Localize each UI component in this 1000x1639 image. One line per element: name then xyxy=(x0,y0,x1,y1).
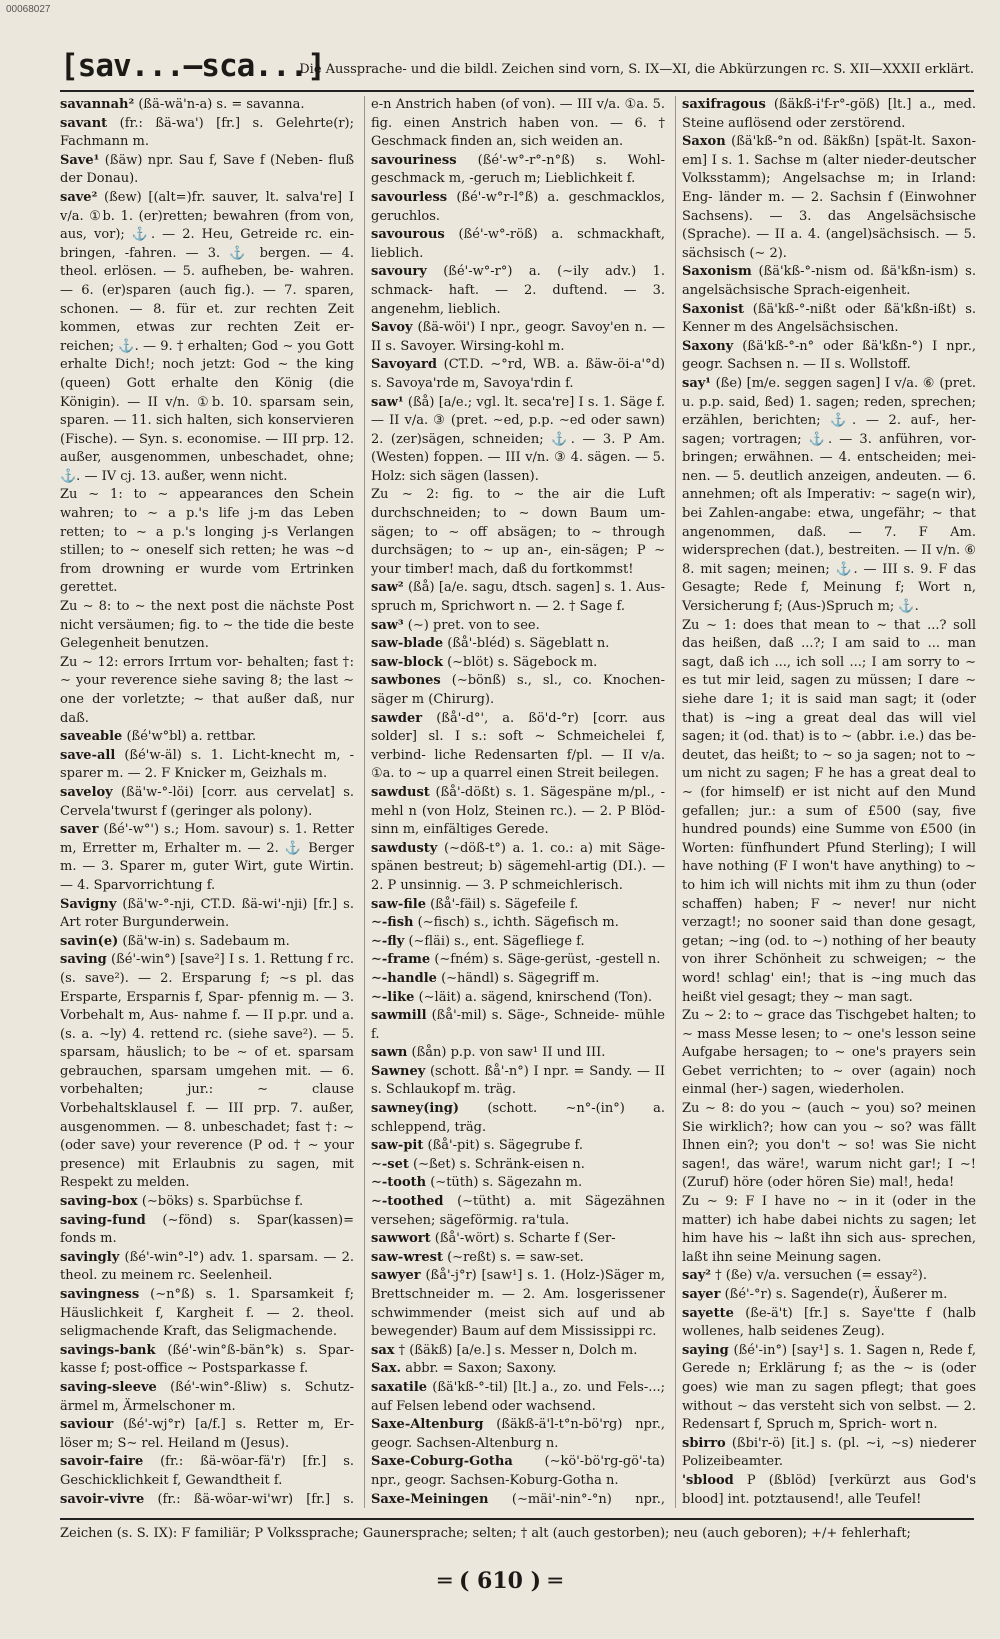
entry-text: (CT.D. ∼°rd, WB. a. ßäw-öi-a'°d) s. Savoya'rde m, Savoya'rdin f. xyxy=(371,357,665,391)
entry-text: (ßå'-mil) s. Säge-, Schneide- mühle f. xyxy=(371,1008,665,1042)
headword: Saxonism xyxy=(682,264,752,280)
dictionary-entry xyxy=(371,784,665,840)
entry-text: (ßä'kß-°-til) [lt.] a., zo. und Fels-...; auf Felsen lebend oder wachsend. xyxy=(371,1379,665,1414)
entry-text: (ßé'-wj°r) [a/f.] s. Retter m, Er- löser m; S∼ rel. Heiland m (Jesus). xyxy=(60,1417,354,1451)
dictionary-entry xyxy=(682,1193,976,1267)
dictionary-entry xyxy=(371,356,665,393)
dictionary-entry xyxy=(60,784,354,821)
dictionary-entry xyxy=(60,1342,354,1379)
dictionary-entry xyxy=(682,1007,976,1100)
headword: Saxe-Meiningen xyxy=(371,1491,489,1507)
entry-text: (ßé'w-äl) s. 1. Licht-knecht m, -sparer m. — 2. F Knicker m, Geizhals m. xyxy=(60,747,354,782)
entry-text: (schott. ∼n°-(in°) a. schleppend, träg. xyxy=(371,1101,665,1135)
dictionary-entry xyxy=(60,1491,354,1508)
dictionary-entry xyxy=(60,152,354,189)
headword: saw¹ xyxy=(371,394,404,410)
dictionary-entry xyxy=(60,1286,354,1342)
entry-text: (ßä'kß-°-n° oder ßä'kßn-°) I npr., geogr. Sachsen n. — II s. Wollstoff. xyxy=(682,338,976,373)
entry-text: (∼ßet) s. Schränk-eisen n. xyxy=(413,1156,585,1172)
headword: savant xyxy=(60,115,108,131)
entry-text: (∼reßt) s. = saw-set. xyxy=(447,1249,584,1265)
headword: sawdusty xyxy=(371,840,438,856)
dictionary-entry xyxy=(371,1249,665,1268)
entry-text: (ßä'w-in) s. Sadebaum m. xyxy=(122,933,290,949)
entry-text: † (ße) v/a. versuchen (= essay²). xyxy=(715,1268,927,1284)
entry-text: (∼fläi) s., ent. Sägefliege f. xyxy=(408,933,585,949)
entry-text: (ßä-wöi') I npr., geogr. Savoy'en n. — II s. Savoyer. Wirsing-kohl m. xyxy=(371,320,665,354)
entry-text: (ßå'-fäil) s. Sägefeile f. xyxy=(430,896,579,912)
entry-text: (ßé'-win°ß-bän°k) s. Spar- kasse f; post-office ∼ Postsparkasse f. xyxy=(60,1342,354,1377)
headword: savoury xyxy=(371,264,427,280)
headword: save-all xyxy=(60,747,116,763)
headword: Savigny xyxy=(60,896,117,912)
dictionary-entry xyxy=(371,1174,665,1193)
entry-text: (ßån) p.p. von saw¹ II und III. xyxy=(411,1045,606,1061)
dictionary-entry xyxy=(682,1100,976,1193)
headword: saxatile xyxy=(371,1379,428,1395)
dictionary-entry xyxy=(60,1212,354,1249)
headword: sawbones xyxy=(371,673,441,689)
dictionary-entry xyxy=(371,1156,665,1175)
headword: saw-wrest xyxy=(371,1249,443,1265)
dictionary-entry xyxy=(682,375,976,617)
headword: saving-box xyxy=(60,1194,138,1210)
headword: saveloy xyxy=(60,784,113,800)
footer-legend: Zeichen (s. S. IX): F familiär; P Volkssprache; Gaunersprache; selten; † alt (auch gestorben); neu (auch geboren); +/+ fehlerhaft; xyxy=(60,1518,974,1541)
dictionary-entry xyxy=(60,96,354,115)
dictionary-entry xyxy=(371,914,665,933)
headword: savourous xyxy=(371,227,445,243)
dictionary-entry xyxy=(682,1472,976,1508)
headword: saver xyxy=(60,822,99,838)
dictionary-entry xyxy=(371,840,665,896)
entry-text: (fr.: ßä-wöar-wi'wr) [fr.] s. xyxy=(157,1491,354,1507)
dictionary-entry xyxy=(60,896,354,933)
headword: Save¹ xyxy=(60,152,100,168)
dictionary-entry xyxy=(682,338,976,375)
dictionary-entry xyxy=(371,1007,665,1044)
headword: savouriness xyxy=(371,152,457,168)
entry-text: Zu ∼ 1: does that mean to ∼ that ...? soll das heißen, daß ...?; I am said to ... man sagt, daß ich ..., ich soll ...; I am sorry to ∼ es tut mir leid, sagen zu müssen; I dare ∼ siehe dare 1; it is said man sagt; it (oder that) is ∼ing a great deal das will viel sagen; it (od. that) is to ∼ (abbr. i.e.) das be- deutet, das heißt; to ∼ so ja sagen; not to ∼ um nicht zu sagen; F he has a great deal to ∼ (for himself) er ist nicht auf den Mund gefallen; jur.: a sum of £500 (say, five hundred pounds) eine Summe von £500 (in Worten: fünfhundert Pfund Sterling); I will have nothing (F I won't have anything) to ∼ to him ich will nichts mit ihm zu thun (oder schaffen) haben; F ∼ never! nur nicht verzagt!; no sooner said than done gesagt, getan; ∼ing (od. to ∼) nothing of her beauty von ihrer Schönheit zu schweigen; ∼ the word! schlag' ein!; that is ∼ing much das heißt viel gesagt; they ∼ man sagt. xyxy=(682,617,976,1005)
headword: saving-sleeve xyxy=(60,1379,157,1395)
headword: saving-fund xyxy=(60,1212,146,1228)
headword: savingness xyxy=(60,1287,140,1302)
headword: sawwort xyxy=(371,1231,431,1247)
entry-text: (∼) pret. von to see. xyxy=(407,617,540,633)
entry-text: Zu ∼ 1: to ∼ appearances den Schein wahren; to ∼ a p.'s life j-m das Leben retten; to ∼ a p.'s longing j-s Verlangen stillen; to ∼ oneself sich retten; he was ∼d from drowning er wurde vom Ertrinken gerettet. xyxy=(60,487,354,596)
dictionary-entry xyxy=(371,654,665,673)
entry-text: (ßé'-w°-röß) a. schmackhaft, lieblich. xyxy=(371,227,665,261)
headword: savin(e) xyxy=(60,933,119,949)
entry-text: (ßä'kß-°-nißt oder ßä'kßn-ißt) s. Kenner m des Angelsächsischen. xyxy=(682,301,976,336)
dictionary-entry xyxy=(371,1453,665,1490)
dictionary-entry xyxy=(371,96,665,152)
entry-text: (ßé'-w°r-l°ß) a. geschmacklos, geruchlos. xyxy=(371,189,665,224)
headword: sawder xyxy=(371,710,423,726)
entry-text: (ßé'-win°-ßliw) s. Schutz- ärmel m, Ärmelschoner m. xyxy=(60,1379,354,1414)
entry-text: (∼tüth) s. Sägezahn m. xyxy=(430,1175,583,1191)
entry-range: [sav...—sca...] xyxy=(60,48,325,84)
entry-text: (ßå'-bléd) s. Sägeblatt n. xyxy=(447,636,610,652)
headword: sayer xyxy=(682,1287,721,1302)
dictionary-entry xyxy=(371,1100,665,1137)
headword: sbirro xyxy=(682,1435,726,1451)
entry-text: (ßé'-w°-r°-n°ß) s. Wohl- geschmack m, -geruch m; Lieblichkeit f. xyxy=(371,152,665,187)
dictionary-entry xyxy=(371,989,665,1008)
column-2 xyxy=(364,96,665,1508)
dictionary-entry xyxy=(371,1416,665,1453)
dictionary-entry xyxy=(371,1342,665,1361)
entry-text: (∼mäi'-nin°-°n) npr., xyxy=(511,1491,665,1507)
dictionary-entry xyxy=(60,951,354,1193)
entry-text: † (ßäkß) [a/e.] s. Messer n, Dolch m. xyxy=(398,1342,638,1358)
entry-text: (ßå'-dößt) s. 1. Sägespäne m/pl., -mehl n (von Holz, Steinen rc.). — 2. P Blöd- sinn m, einfältiges Gerede. xyxy=(371,784,665,838)
entry-text: (ßäkß-i'f-r°-göß) [lt.] a., med. Steine auflösend oder zerstörend. xyxy=(682,97,976,131)
entry-text: (ßå'-d°', a. ßö'd-°r) [corr. aus solder] sl. I s.: soft ∼ Schmeichelei f, verbind- liche Redensarten f/pl. — II v/a. ①a. to ∼ up a quarrel einen Streit beilegen. xyxy=(371,710,665,782)
entry-text: (ßäkß-ä'l-t°n-bö'rg) npr., geogr. Sachsen-Altenburg n. xyxy=(371,1417,665,1451)
entry-text: (∼fisch) s., ichth. Sägefisch m. xyxy=(417,915,619,931)
headword: ∼-fly xyxy=(371,933,405,949)
headword: ∼-handle xyxy=(371,970,437,986)
entry-text: (∼böks) s. Sparbüchse f. xyxy=(141,1194,304,1210)
dictionary-entry xyxy=(371,1230,665,1249)
headword: sax xyxy=(371,1342,395,1358)
dictionary-entry xyxy=(371,1379,665,1416)
headword: savourless xyxy=(371,189,448,205)
entry-text: (ßä'w-°-nji, CT.D. ßä-wi'-nji) [fr.] s. Art roter Burgunderwein. xyxy=(60,896,354,931)
entry-text: (ßé'-win°) [save²] I s. 1. Rettung f rc. (s. save²). — 2. Ersparung f; ∼s pl. das Ersparte, Ersparnis f, Spar- pfennig m. — 3. Vorbehalt m, Aus- nahme f. — II p.pr. und a. (s. a. ∼ly) 4. rettend rc. (siehe save²). — 5. sparsam, häuslich; to be ∼ of et. sparsam gebrauchen, sparsam umgehen mit. — 6. vorbehalten; jur.: ∼ clause Vorbehaltsklausel f. — III prp. 7. außer, ausgenommen. — 8. unbeschadet; fast †: ∼ (oder save) your reverence (P od. † ∼ your presence) mit Erlaubnis zu sagen, mit Respekt zu melden. xyxy=(60,952,354,1191)
headword: saw-blade xyxy=(371,636,444,652)
dictionary-entry xyxy=(371,635,665,654)
dictionary-entry xyxy=(371,970,665,989)
entry-text: (ßä'kß-°n od. ßäkßn) [spät-lt. Saxon- em] I s. 1. Sachse m (alter nieder-deutscher Volksstamm); Angelsachse m; in Irland: Eng- länder m. — 2. Sachsin f (Einwohner Sachsens). — 3. das Angelsächsische (Sprache). — II a. 4. (angel)sächsisch. — 5. sächsisch (∼ 2). xyxy=(682,134,976,261)
entry-text: (ßä'kß-°-nism od. ßä'kßn-ism) s. angelsächsische Sprach-eigenheit. xyxy=(682,264,976,298)
entry-text: (ßå'-pit) s. Sägegrube f. xyxy=(427,1138,584,1154)
headword: saw-block xyxy=(371,654,443,670)
headword: savannah² xyxy=(60,97,135,112)
column-3 xyxy=(675,96,976,1508)
entry-text: (ßå'-wört) s. Scharte f (Ser- xyxy=(434,1231,616,1247)
entry-text: (ßé'-in°) [say¹] s. 1. Sagen n, Rede f, Gerede n; Erklärung f; as the ∼ is (oder goes) wie man zu sagen pflegt; that goes without ∼ das versteht sich von selbst. — 2. Redensart f, Spruch m, Sprich- wort n. xyxy=(682,1342,976,1433)
entry-text: (∼bönß) s., sl., co. Knochen- säger m (Chirurg). xyxy=(371,673,665,707)
dictionary-entry xyxy=(60,1379,354,1416)
page-header xyxy=(60,46,974,92)
headword: sawney(ing) xyxy=(371,1101,459,1117)
dictionary-entry xyxy=(371,1044,665,1063)
headword: save² xyxy=(60,189,98,205)
headword: ∼-frame xyxy=(371,952,431,968)
header-note: Die Aussprache- und die bildl. Zeichen sind vorn, S. IX—XI, die Abkürzungen rc. S. XII—XXXII erklärt. xyxy=(299,62,974,77)
dictionary-entry xyxy=(371,486,665,579)
entry-text: (schott. ßå'-n°) I npr. = Sandy. — II s. Schlaukopf m. träg. xyxy=(371,1063,665,1098)
dictionary-entry xyxy=(682,133,976,263)
headword: Sax. xyxy=(371,1361,402,1377)
entry-text: (∼kö'-bö'rg-gö'-ta) npr., geogr. Sachsen-Koburg-Gotha n. xyxy=(371,1454,665,1488)
dictionary-entry xyxy=(682,263,976,300)
entry-text: (ßé'-w°-r°) a. (∼ily adv.) 1. schmack- haft. — 2. duftend. — 3. angenehm, lieblich. xyxy=(371,264,665,317)
headword: Sawney xyxy=(371,1063,426,1079)
entry-text: (ße) [m/e. seggen sagen] I v/a. ⑥ (pret. u. p.p. said, ßed) 1. sagen; reden, sprechen; erzählen, berichten; ⚓. — 2. auf-, her- sagen; vortragen; ⚓. — 3. anführen, vor- bringen; erwähnen. — 4. entscheiden; mei- nen. — 5. deutlich anzeigen, andeuten. — 6. annehmen; oft als Imperativ: ∼ sage(n wir), bei Zahlen-angabe: etwa, ungefähr; ∼ that angenommen, daß. — 7. F Am. widersprechen (dat.), bestreiten. — II v/n. ⑥ 8. mit sagen; meinen; ⚓. — III s. 9. F das Gesagte; Rede f, Meinung f; Wort n, Versicherung f; (Aus-)Spruch m; ⚓. xyxy=(682,375,976,615)
headword: Saxonist xyxy=(682,301,744,317)
dictionary-entry xyxy=(371,951,665,970)
headword: saying xyxy=(682,1342,729,1358)
dictionary-entry xyxy=(371,319,665,356)
dictionary-entry xyxy=(371,896,665,915)
dictionary-entry xyxy=(371,263,665,319)
headword: sawdust xyxy=(371,784,430,800)
entry-text: (∼fönd) s. Spar(kassen)= fonds m. xyxy=(60,1212,354,1247)
dictionary-entry xyxy=(371,933,665,952)
entry-text: (ßé'-w°') s.; Hom. savour) s. 1. Retter m, Erretter m, Erhalter m. — 2. ⚓ Berger m. — 3. Sparer m, guter Wirt, gute Wirtin. — 4. Sparvorrichtung f. xyxy=(60,822,354,893)
page-number: ═ ( 610 ) ═ xyxy=(438,1568,562,1594)
dictionary-entry xyxy=(682,96,976,133)
headword: saw³ xyxy=(371,617,404,633)
dictionary-columns xyxy=(60,96,976,1508)
dictionary-entry xyxy=(371,617,665,636)
headword: Saxe-Altenburg xyxy=(371,1417,484,1433)
entry-text: (ßäw) npr. Sau f, Save f (Neben- fluß der Donau). xyxy=(60,152,354,187)
dictionary-entry xyxy=(60,728,354,747)
dictionary-entry xyxy=(371,1137,665,1156)
headword: saving xyxy=(60,952,107,968)
headword: savoir-vivre xyxy=(60,1491,145,1507)
headword: saw² xyxy=(371,580,404,596)
headword: ∼-set xyxy=(371,1156,409,1172)
headword: savingly xyxy=(60,1249,120,1265)
dictionary-entry xyxy=(371,1063,665,1100)
entry-text: (ßå) [a/e.; vgl. lt. seca're] I s. 1. Säge f. — II v/a. ③ (pret. ∼ed, p.p. ∼ed oder sawn) 2. (zer)sägen, schneiden; ⚓. — 3. P Am. (Westen) foppen. — III v/n. ③ 4. sägen. — 5. Holz: sich sägen (lassen). xyxy=(371,394,665,484)
dictionary-entry xyxy=(60,1249,354,1286)
entry-text: Zu ∼ 8: do you ∼ (auch ∼ you) so? meinen Sie wirklich?; how can you ∼ so? was fällt Ihnen ein?; you don't ∼ so! was Sie nicht sagen!, das wäre!, warum nicht gar!; I ∼! (Zuruf) höre (oder hören Sie) mal!, heda! xyxy=(682,1101,976,1191)
headword: ∼-fish xyxy=(371,915,414,931)
headword: Savoy xyxy=(371,320,413,336)
dictionary-entry xyxy=(60,933,354,952)
entry-text: (ßé'w°bl) a. rettbar. xyxy=(126,729,257,745)
entry-text: (ßew) [(alt=)fr. sauver, lt. salva're] I v/a. ①b. 1. (er)retten; bewahren (from von, aus, vor); ⚓. — 2. Heu, Getreide rc. ein-bringen, -fahren. — 3. ⚓ bergen. — 4. theol. erlösen. — 5. aufheben, be- wahren. — 6. (er)sparen (auch fig.). — 7. sparen, schonen. — 8. für et. zur rechten Zeit kommen, etwas zur rechten Zeit er- reichen; ⚓. — 9. † erhalten; God ∼ you Gott erhalte Dich!; noch jetzt: God ∼ the king (queen) Gott erhalte den König (die Königin). — II v/n. ①b. 10. sparsam sein, sparen. — 11. sich halten, sich konservieren (Fische). — Syn. s. economise. — III prp. 12. außer, ausgenommen, unbeschadet, ohne; ⚓. — IV cj. 13. außer, wenn nicht. xyxy=(60,189,354,484)
headword: say² xyxy=(682,1268,711,1284)
entry-text: abbr. = Saxon; Saxony. xyxy=(405,1361,557,1377)
headword: say¹ xyxy=(682,375,711,391)
dictionary-entry xyxy=(371,1491,665,1508)
headword: savings-bank xyxy=(60,1342,156,1358)
dictionary-entry xyxy=(60,486,354,598)
headword: Savoyard xyxy=(371,357,437,373)
headword: Saxon xyxy=(682,134,726,150)
entry-text: (ßbi'r-ö) [it.] s. (pl. ∼i, ∼s) niederer Polizeibeamter. xyxy=(682,1435,976,1470)
headword: savoir-faire xyxy=(60,1454,144,1470)
dictionary-entry xyxy=(682,1435,976,1472)
dictionary-entry xyxy=(60,598,354,654)
entry-text: (ßä-wä'n-a) s. = savanna. xyxy=(138,97,305,112)
entry-text: e-n Anstrich haben (of von). — III v/a. ①a. 5. fig. einen Anstrich haben von. — 6. † Geschmack finden an, sich weiden an. xyxy=(371,97,665,150)
headword: 'sblood xyxy=(682,1472,734,1488)
entry-text: Zu ∼ 12: errors Irrtum vor- behalten; fast †: ∼ your reverence siehe saving 8; the last ∼ one der vorletzte; ∼ that außer daß, nur daß. xyxy=(60,654,354,726)
headword: sawmill xyxy=(371,1008,427,1024)
headword: ∼-tooth xyxy=(371,1175,427,1191)
headword: sawn xyxy=(371,1045,408,1061)
headword: saveable xyxy=(60,729,123,745)
entry-text: Zu ∼ 2: to ∼ grace das Tischgebet halten; to ∼ mass Messe lesen; to ∼ one's lesson seine Aufgabe hersagen; to ∼ one's prayers sein Gebet verrichten; to ∼ over (again) noch einmal (her-) sagen, wiederholen. xyxy=(682,1008,976,1098)
entry-text: (∼döß-t°) a. 1. co.: a) mit Säge- spänen bestreut; b) sägemehl-artig (DI.). — 2. P unsinnig. — 3. P schmeichlerisch. xyxy=(371,840,665,893)
dictionary-entry xyxy=(60,1453,354,1490)
dictionary-entry xyxy=(682,617,976,1007)
entry-text: (∼n°ß) s. 1. Sparsamkeit f; Häuslichkeit f, Kargheit f. — 2. theol. seligmachende Kraft, das Seligmachende. xyxy=(60,1287,354,1340)
entry-text: (ße-ä't) [fr.] s. Saye'tte f (halb wollenes, halb seidenes Zeug). xyxy=(682,1305,976,1340)
dictionary-entry xyxy=(371,1193,665,1230)
dictionary-entry xyxy=(682,1267,976,1286)
entry-text: P (ßblöd) [verkürzt aus God's blood] int. potztausend!, alle Teufel! xyxy=(682,1472,976,1507)
entry-text: Zu ∼ 9: F I have no ∼ in it (oder in the matter) ich habe dabei nichts zu sagen; let him have his ∼ laßt ihn sich aus- sprechen, laßt ihn seine Meinung sagen. xyxy=(682,1194,976,1265)
entry-text: (ßå'-j°r) [saw¹] s. 1. (Holz-)Säger m, Brettschneider m. — 2. Am. losgerissener schwimmender (meist sich auf und ab bewegender) Baum auf dem Mississippi rc. xyxy=(371,1268,665,1340)
headword: saxifragous xyxy=(682,97,766,112)
dictionary-entry xyxy=(682,1305,976,1342)
headword: sawyer xyxy=(371,1268,421,1284)
entry-text: (ßå) [a/e. sagu, dtsch. sagen] s. 1. Aus- spruch m, Sprichwort n. — 2. † Sage f. xyxy=(371,580,665,615)
headword: ∼-like xyxy=(371,989,415,1005)
entry-text: (fr.: ßä-wöar-fä'r) [fr.] s. Geschicklichkeit f, Gewandtheit f. xyxy=(60,1454,354,1488)
entry-text: (∼läit) a. sägend, knirschend (Ton). xyxy=(418,989,653,1005)
dictionary-entry xyxy=(371,394,665,487)
dictionary-entry xyxy=(682,1286,976,1305)
dictionary-entry xyxy=(371,579,665,616)
dictionary-entry xyxy=(60,189,354,487)
headword: Saxony xyxy=(682,338,734,354)
entry-text: (∼fném) s. Säge-gerüst, -gestell n. xyxy=(434,952,661,968)
entry-text: (ßä'w-°-löi) [corr. aus cervelat] s. Cervela'twurst f (geringer als polony). xyxy=(60,784,354,819)
dictionary-entry xyxy=(60,747,354,784)
dictionary-entry xyxy=(682,1342,976,1435)
entry-text: (ßé'-°r) s. Sagende(r), Äußerer m. xyxy=(724,1287,948,1302)
dictionary-entry xyxy=(371,226,665,263)
dictionary-entry xyxy=(60,821,354,895)
column-1 xyxy=(60,96,354,1508)
dictionary-entry xyxy=(60,654,354,728)
headword: saw-file xyxy=(371,896,426,912)
dictionary-entry xyxy=(371,710,665,784)
entry-text: (∼blöt) s. Sägebock m. xyxy=(447,654,598,670)
dictionary-entry xyxy=(371,189,665,226)
headword: Saxe-Coburg-Gotha xyxy=(371,1454,513,1470)
dictionary-entry xyxy=(60,1193,354,1212)
headword: saw-pit xyxy=(371,1138,424,1154)
dictionary-entry xyxy=(371,1360,665,1379)
entry-text: (fr.: ßä-wa') [fr.] s. Gelehrte(r); Fachmann m. xyxy=(60,115,354,150)
headword: sayette xyxy=(682,1305,734,1321)
headword: ∼-toothed xyxy=(371,1194,444,1210)
dictionary-entry xyxy=(371,152,665,189)
dictionary-entry xyxy=(60,115,354,152)
dictionary-entry xyxy=(371,1267,665,1341)
scan-id: 00068027 xyxy=(6,4,51,15)
entry-text: (∼tütht) a. mit Sägezähnen versehen; sägeförmig. ra'tula. xyxy=(371,1194,665,1228)
dictionary-entry xyxy=(371,672,665,709)
entry-text: (ßé'-win°-l°) adv. 1. sparsam. — 2. theol. zu meinem rc. Seelenheil. xyxy=(60,1249,354,1284)
dictionary-entry xyxy=(60,1416,354,1453)
entry-text: (∼händl) s. Sägegriff m. xyxy=(441,970,600,986)
entry-text: Zu ∼ 8: to ∼ the next post die nächste Post nicht versäumen; fig. to ∼ the tide die beste Gelegenheit benutzen. xyxy=(60,599,354,652)
entry-text: Zu ∼ 2: fig. to ∼ the air die Luft durchschneiden; to ∼ down Baum um- sägen; to ∼ off absägen; to ∼ through durchsägen; to ∼ up an-, ein-sägen; P ∼ your timber! mach, daß du fortkommst! xyxy=(371,487,665,577)
headword: saviour xyxy=(60,1417,114,1433)
dictionary-entry xyxy=(682,301,976,338)
